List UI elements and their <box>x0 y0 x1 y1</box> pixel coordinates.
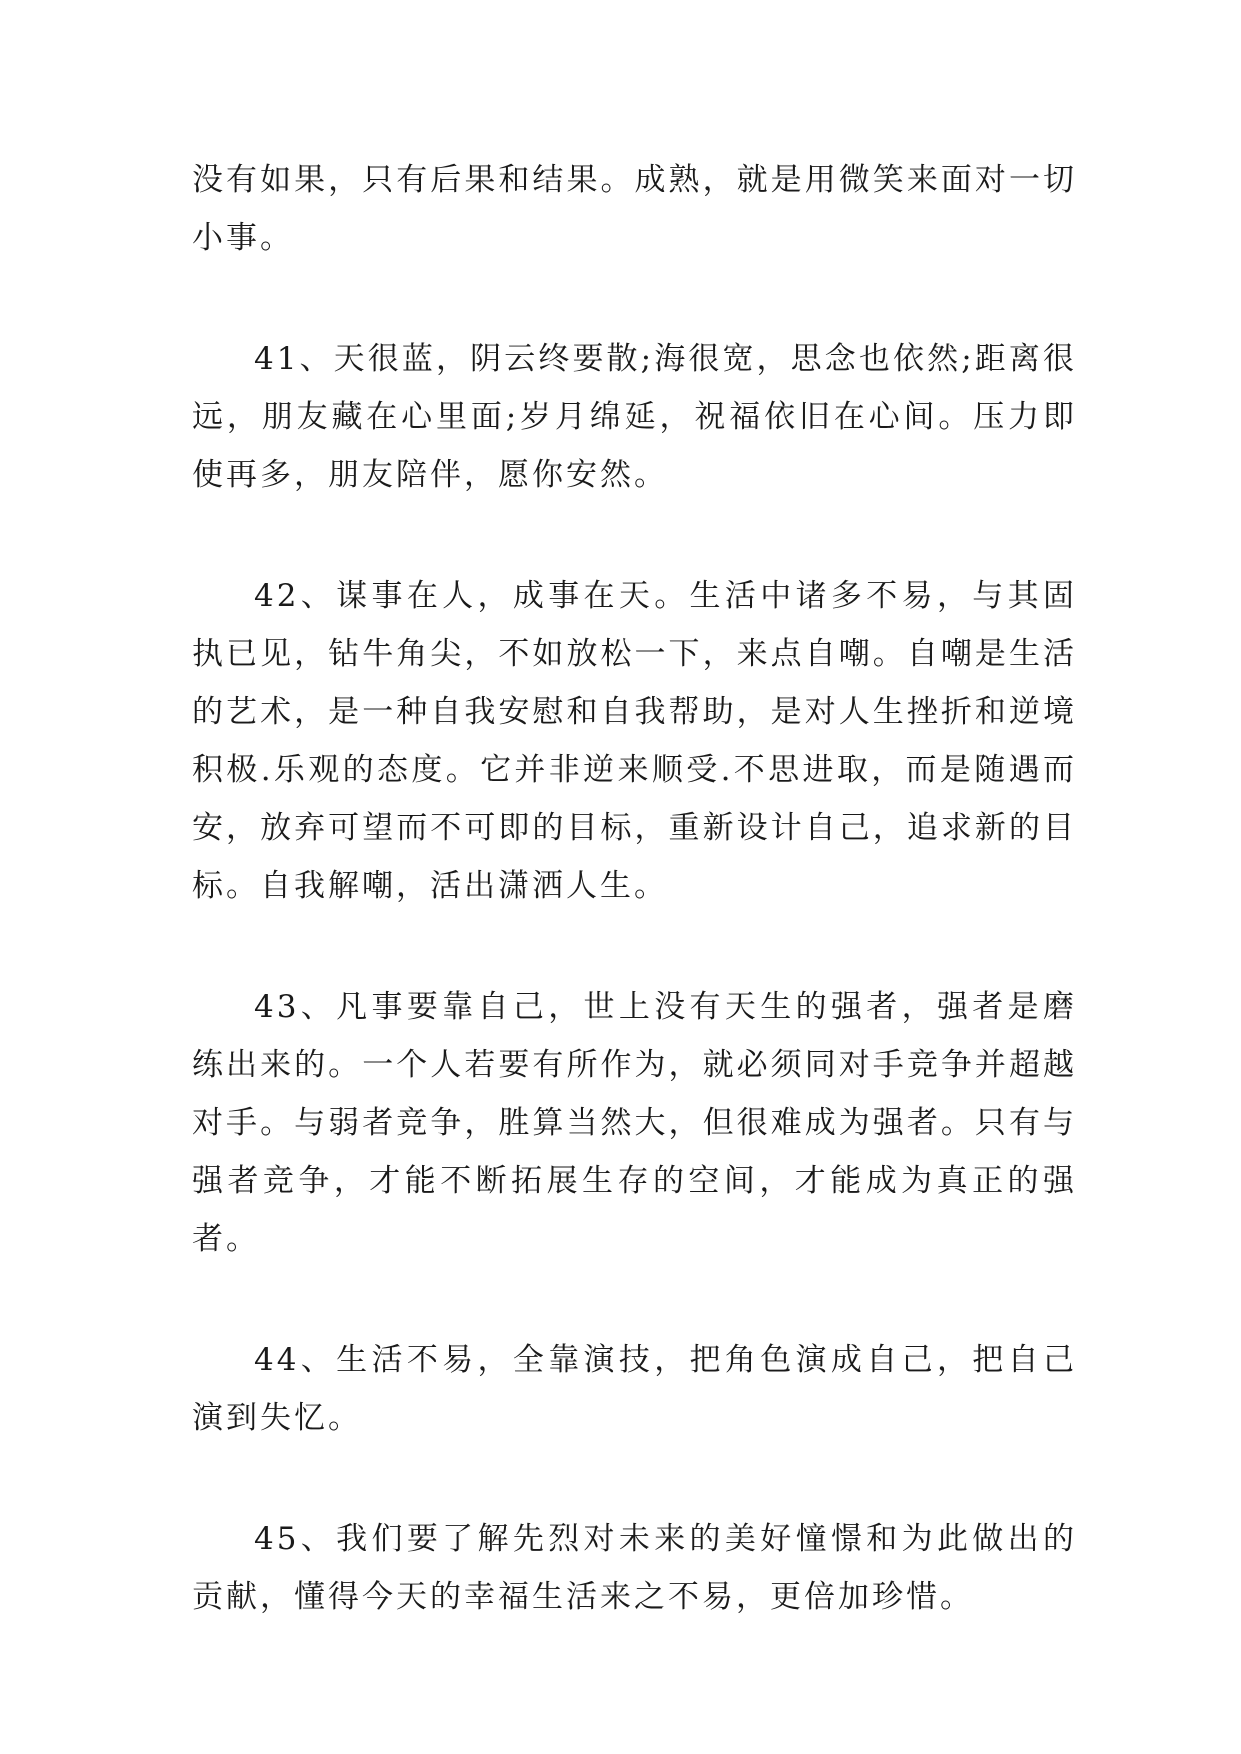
paragraph-43: 43、凡事要靠自己，世上没有天生的强者，强者是磨练出来的。一个人若要有所作为，就必须同对手竞争并超越对手。与弱者竞争，胜算当然大，但很难成为强者。只有与强者竞争，才能不断拓展生存的空间，才能成为真正的强者。 <box>192 989 1077 1257</box>
paragraph-44: 44、生活不易，全靠演技，把角色演成自己，把自己演到失忆。 <box>192 1342 1077 1436</box>
paragraph-42: 42、谋事在人，成事在天。生活中诸多不易，与其固执已见，钻牛角尖，不如放松一下，来点自嘲。自嘲是生活的艺术，是一种自我安慰和自我帮助，是对人生挫折和逆境积极.乐观的态度。它并非逆来顺受.不思进取，而是随遇而安，放弃可望而不可即的目标，重新设计自己，追求新的目标。自我解嘲，活出潇洒人生。 <box>192 578 1077 904</box>
paragraph-41: 41、天很蓝，阴云终要散;海很宽，思念也依然;距离很远，朋友藏在心里面;岁月绵延，祝福依旧在心间。压力即使再多，朋友陪伴，愿你安然。 <box>192 341 1077 493</box>
paragraph-45: 45、我们要了解先烈对未来的美好憧憬和为此做出的贡献，懂得今天的幸福生活来之不易，更倍加珍惜。 <box>192 1521 1077 1615</box>
document-body <box>192 151 1077 1689</box>
paragraph-intro: 没有如果，只有后果和结果。成熟，就是用微笑来面对一切小事。 <box>192 162 1077 256</box>
